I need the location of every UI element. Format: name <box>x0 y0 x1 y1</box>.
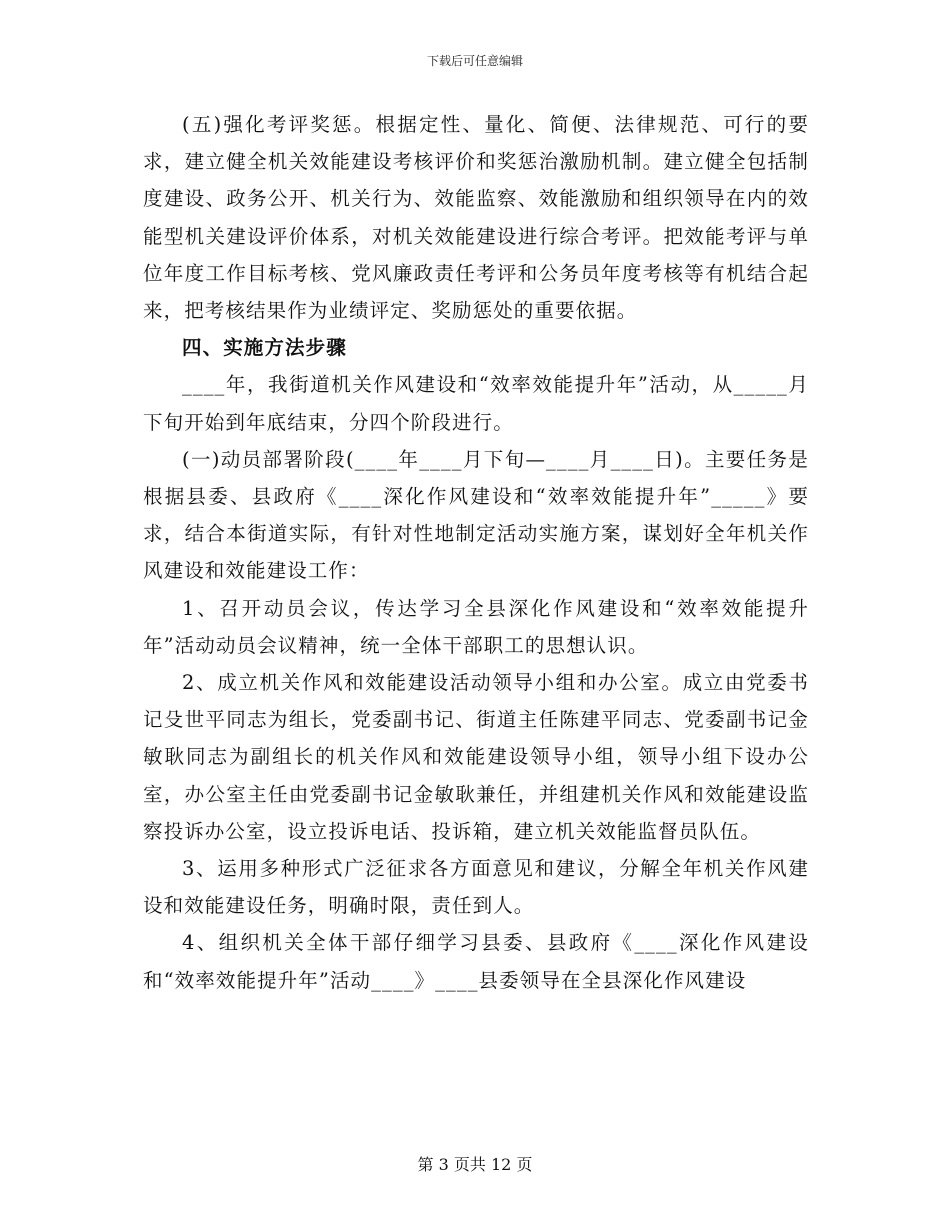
page-header: 下载后可任意编辑 <box>426 54 523 68</box>
page-number-footer: 第 3 页共 12 页 <box>417 1155 533 1174</box>
paragraph-step-2: 2、成立机关作风和效能建设活动领导小组和办公室。成立由党委书记殳世平同志为组长，党委副书记、街道主任陈建平同志、党委副书记金敏耿同志为副组长的机关作风和效能建设领导小组，领导小组下设办公室，办公室主任由党委副书记金敏耿兼任，并组建机关作风和效能建设监察投诉办公室，设立投诉电话、投诉箱，建立机关效能监督员队伍。 <box>143 671 809 843</box>
paragraph-activity-overview: ____年，我街道机关作风建设和“效率效能提升年”活动，从_____月下旬开始到年底结束，分四个阶段进行。 <box>143 373 809 434</box>
paragraph-step-1: 1、召开动员会议，传达学习全县深化作风建设和“效率效能提升年”活动动员会议精神，统一全体干部职工的思想认识。 <box>143 596 809 657</box>
document-body <box>143 106 809 999</box>
section-heading-implementation-steps: 四、实施方法步骤 <box>182 336 347 360</box>
paragraph-evaluation-rewards: (五)强化考评奖惩。根据定性、量化、简便、法律规范、可行的要求，建立健全机关效能建设考核评价和奖惩治激励机制。建立健全包括制度建设、政务公开、机关行为、效能监察、效能激励和组织领导在内的效能型机关建设评价体系，对机关效能建设进行综合考评。把效能考评与单位年度工作目标考核、党风廉政责任考评和公务员年度考核等有机结合起来，把考核结果作为业绩评定、奖励惩处的重要依据。 <box>143 113 809 323</box>
paragraph-step-4: 4、组织机关全体干部仔细学习县委、县政府《____深化作风建设和“效率效能提升年”活动____》____县委领导在全县深化作风建设 <box>143 931 809 992</box>
paragraph-step-3: 3、运用多种形式广泛征求各方面意见和建议，分解全年机关作风建设和效能建设任务，明确时限，责任到人。 <box>143 857 809 918</box>
paragraph-mobilization-stage: (一)动员部署阶段(____年____月下旬—____月____日)。主要任务是根据县委、县政府《____深化作风建设和“效率效能提升年”_____》要求，结合本街道实际，有针对性地制定活动实施方案，谋划好全年机关作风建设和效能建设工作： <box>143 447 809 583</box>
